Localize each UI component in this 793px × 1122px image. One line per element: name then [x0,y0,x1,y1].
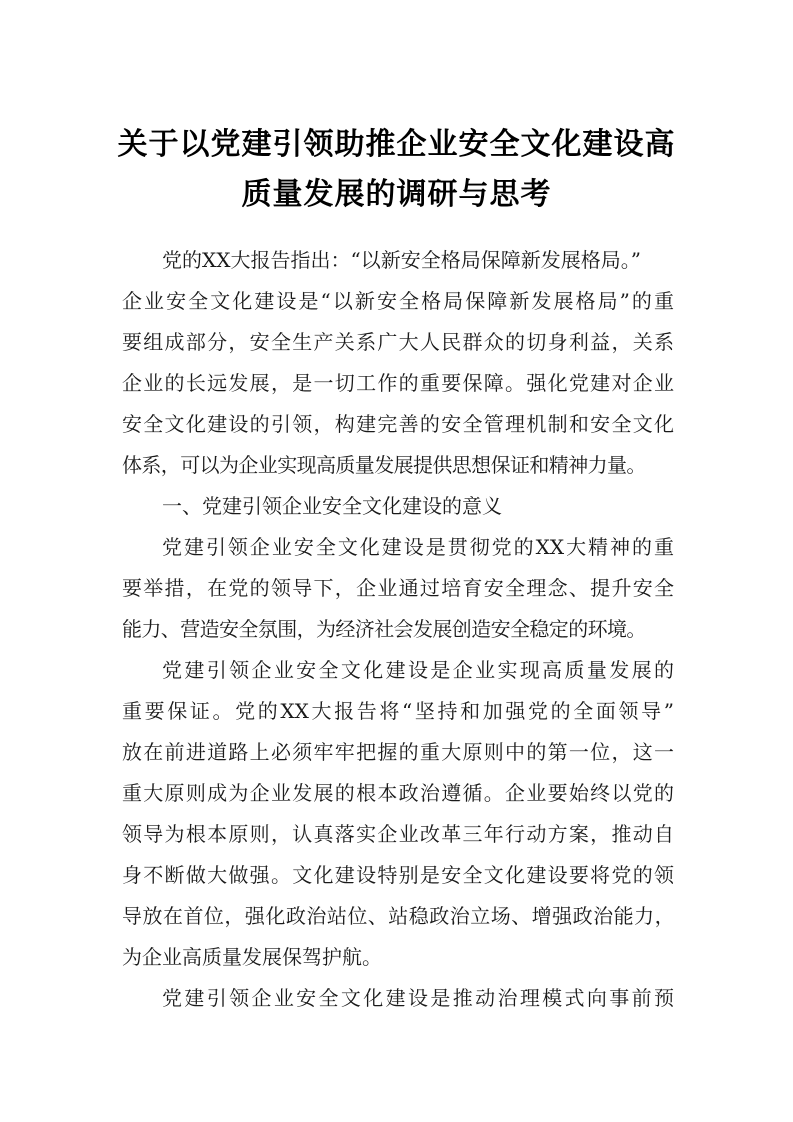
paragraph-line: 放在前进道路上必须牢牢把握的重大原则中的第一位，这一 [122,740,674,764]
paragraph-line: 能力、营造安全氛围，为经济社会发展创造安全稳定的环境。 [122,617,646,641]
paragraph-line: 重要保证。党的XX大报告将“坚持和加强党的全面领导” [122,699,674,723]
title-line-2: 质量发展的调研与思考 [241,177,552,212]
section-heading: 一、党建引领企业安全文化建设的意义 [162,494,502,518]
paragraph-line: 领导为根本原则，认真落实企业改革三年行动方案，推动自 [122,822,674,846]
paragraph-line: 导放在首位，强化政治站位、站稳政治立场、增强政治能力， [122,904,674,928]
paragraph-line: 身不断做大做强。文化建设特别是安全文化建设要将党的领 [122,863,674,887]
paragraph-line: 企业的长远发展，是一切工作的重要保障。强化党建对企业 [122,371,674,395]
paragraph-line: 重大原则成为企业发展的根本政治遵循。企业要始终以党的 [122,781,674,805]
paragraph-line: 要组成部分，安全生产关系广大人民群众的切身利益，关系 [122,330,674,354]
paragraph-line: 要举措，在党的领导下，企业通过培育安全理念、提升安全 [122,576,674,600]
paragraph-line: 安全文化建设的引领，构建完善的安全管理机制和安全文化 [122,412,674,436]
document-title [90,120,703,220]
title-line-1: 关于以党建引领助推企业安全文化建设高 [117,127,676,162]
document-body [122,240,674,1019]
paragraph-line: 党建引领企业安全文化建设是企业实现高质量发展的 [162,658,674,682]
paragraph-line: 体系，可以为企业实现高质量发展提供思想保证和精神力量。 [122,453,646,477]
paragraph-line: 党的XX大报告指出：“以新安全格局保障新发展格局。” [162,248,641,272]
paragraph-line: 党建引领企业安全文化建设是贯彻党的XX大精神的重 [162,535,674,559]
paragraph-line: 党建引领企业安全文化建设是推动治理模式向事前预 [162,986,674,1010]
paragraph-line: 企业安全文化建设是“以新安全格局保障新发展格局”的重 [122,289,674,313]
paragraph-line: 为企业高质量发展保驾护航。 [122,945,382,969]
